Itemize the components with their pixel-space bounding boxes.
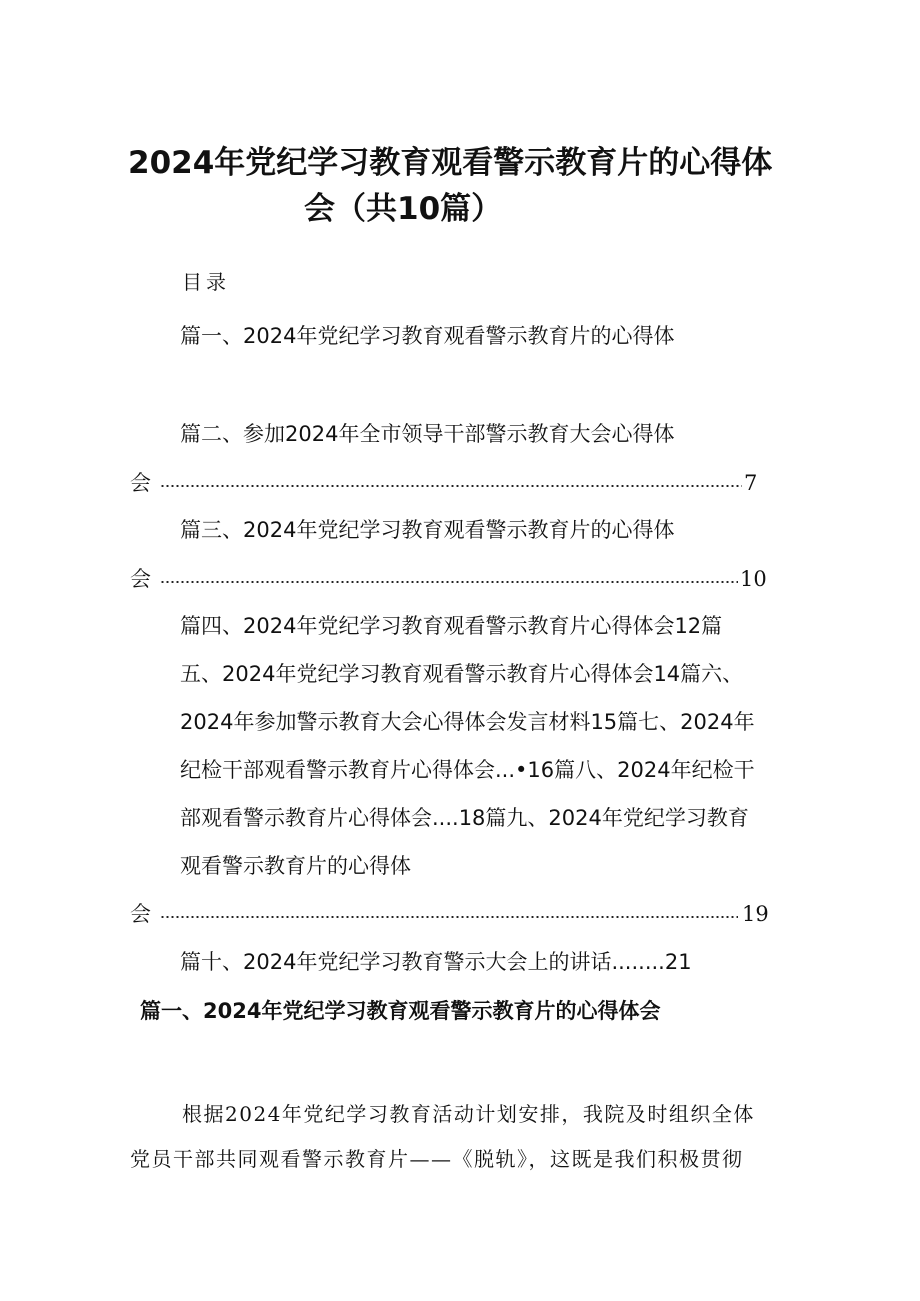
section-heading: 篇一、2024年党纪学习教育观看警示教育片的心得体会	[140, 999, 661, 1023]
toc-run-line[interactable]: 纪检干部观看警示教育片心得体会...•16篇八、2024年纪检干	[180, 758, 755, 782]
toc-page-number: 7	[744, 471, 758, 495]
toc-run-line[interactable]: 五、2024年党纪学习教育观看警示教育片心得体会14篇六、	[180, 662, 744, 686]
toc-run-line[interactable]: 观看警示教育片的心得体	[180, 854, 411, 878]
toc-label: 目录	[182, 270, 230, 294]
body-paragraph-line: 根据2024年党纪学习教育活动计划安排，我院及时组织全体	[182, 1102, 755, 1126]
toc-item-9-continuation: 会	[130, 902, 151, 926]
toc-leader-dots	[160, 581, 738, 583]
document-title	[128, 140, 808, 232]
toc-item-10[interactable]: 篇十、2024年党纪学习教育警示大会上的讲话........21	[180, 950, 692, 974]
toc-run-line[interactable]: 部观看警示教育片心得体会....18篇九、2024年党纪学习教育	[180, 806, 749, 830]
document-title-line-1: 2024年党纪学习教育观看警示教育片的心得体	[128, 145, 773, 181]
toc-item-2[interactable]: 篇二、参加2024年全市领导干部警示教育大会心得体	[180, 422, 675, 446]
body-paragraph-line: 党员干部共同观看警示教育片——《脱轨》，这既是我们积极贯彻	[130, 1147, 744, 1171]
toc-leader-dots	[160, 485, 742, 487]
toc-leader-dots	[160, 916, 738, 918]
toc-page-number: 10	[740, 567, 767, 591]
toc-run-line[interactable]: 2024年参加警示教育大会心得体会发言材料15篇七、2024年	[180, 710, 755, 734]
toc-item-2-continuation: 会	[130, 471, 151, 495]
toc-item-3[interactable]: 篇三、2024年党纪学习教育观看警示教育片的心得体	[180, 518, 675, 542]
toc-item-3-continuation: 会	[130, 567, 151, 591]
toc-item-1[interactable]: 篇一、2024年党纪学习教育观看警示教育片的心得体	[180, 324, 675, 348]
toc-page-number: 19	[742, 902, 769, 926]
document-title-line-2: 会（共10篇）	[304, 191, 503, 227]
toc-run-line[interactable]: 篇四、2024年党纪学习教育观看警示教育片心得体会12篇	[180, 614, 723, 638]
